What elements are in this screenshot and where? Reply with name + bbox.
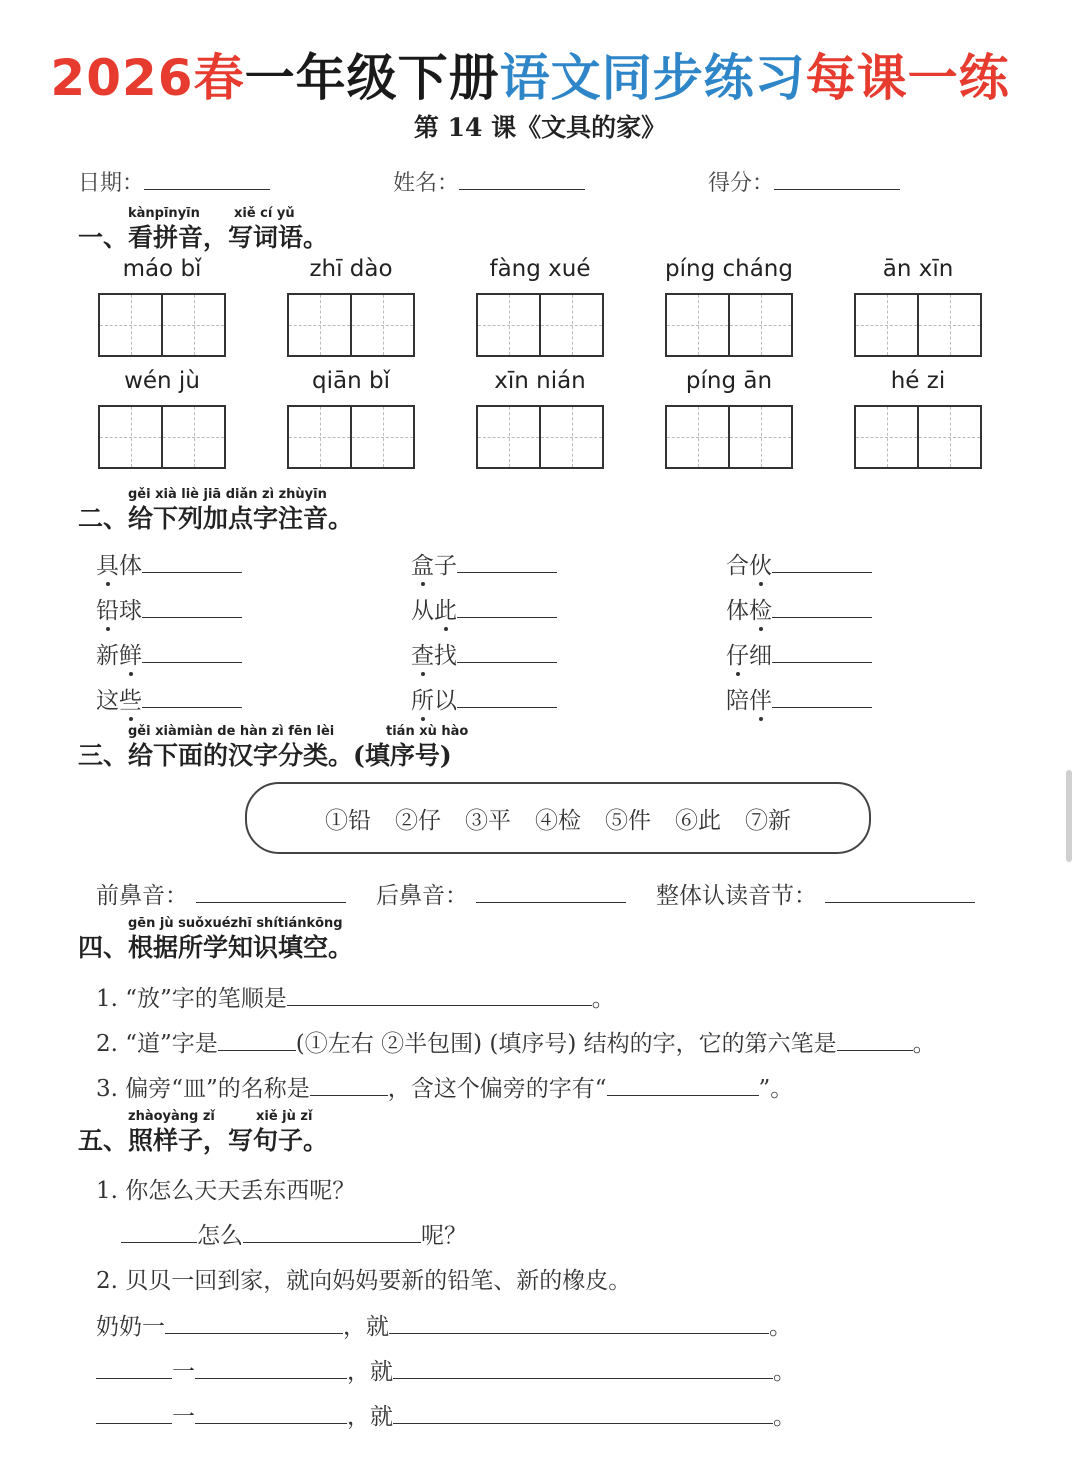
section5-number: 五、	[78, 1126, 129, 1155]
dotted-word-item	[96, 637, 242, 670]
dotted-word-item	[411, 547, 557, 580]
answer-blank[interactable]	[393, 1423, 773, 1424]
sentence-text: 。	[773, 1359, 796, 1385]
score-field[interactable]	[708, 166, 900, 197]
answer-blank[interactable]	[142, 707, 242, 708]
question-text: 。	[912, 1031, 936, 1057]
example-sentence-2: 2. 贝贝一回到家，就向妈妈要新的铅笔、新的橡皮。	[96, 1268, 632, 1294]
name-label: 姓名：	[393, 171, 460, 196]
answer-blank[interactable]	[457, 572, 557, 573]
title-part: 语文同步练习	[499, 49, 806, 107]
answer-blank[interactable]	[457, 617, 557, 618]
answer-blank[interactable]	[243, 1242, 421, 1243]
pinyin-label: wén jù	[124, 368, 200, 394]
answer-blank[interactable]	[607, 1095, 759, 1096]
tianzige-box[interactable]	[98, 405, 226, 469]
answer-blank[interactable]	[457, 662, 557, 663]
dotted-word-item	[411, 682, 557, 715]
sentence-text: ，就	[347, 1404, 393, 1430]
question-text: 2. “道”字是	[96, 1031, 218, 1057]
section1-heading	[78, 218, 328, 254]
category-whole-syllable	[656, 877, 975, 910]
char-option: ①铅	[325, 807, 371, 834]
answer-blank[interactable]	[476, 902, 626, 903]
char-option: ④检	[535, 807, 581, 834]
word-text: 仔细	[726, 643, 772, 669]
section2-heading	[78, 499, 353, 535]
section1-ruby-b: xiě cí yǔ	[234, 206, 295, 221]
word-text: 查找	[411, 643, 457, 669]
dotted-word-item	[96, 592, 242, 625]
title-part: 每课一练	[805, 49, 1010, 107]
answer-blank[interactable]	[218, 1050, 296, 1051]
question-text: 3. 偏旁“皿”的名称是	[96, 1076, 310, 1102]
word-text: 新鲜	[96, 643, 142, 669]
word-text: 铅球	[96, 598, 142, 624]
name-field[interactable]	[393, 166, 585, 197]
section4-heading	[78, 928, 353, 964]
answer-blank[interactable]	[196, 902, 346, 903]
answer-blank[interactable]	[195, 1378, 347, 1379]
word-text: 这些	[96, 688, 142, 714]
word-text: 从此	[411, 598, 457, 624]
sentence-text: 一	[172, 1404, 195, 1430]
answer-blank[interactable]	[142, 572, 242, 573]
tianzige-box[interactable]	[854, 293, 982, 357]
char-option: ⑤件	[605, 807, 651, 834]
word-text: 具体	[96, 553, 142, 579]
section3-ruby-b: tián xù hào	[386, 724, 469, 739]
score-label: 得分：	[708, 171, 775, 196]
section4-ruby: gēn jù suǒxuézhī shítiánkōng	[128, 916, 343, 931]
pinyin-label: hé zi	[890, 368, 946, 394]
lesson-subtitle: 第 14 课《文具的家》	[413, 113, 667, 142]
category-back-nasal	[376, 877, 626, 910]
char-option: ③平	[465, 807, 511, 834]
fill-sentence-2-line	[96, 1353, 796, 1386]
tianzige-box[interactable]	[476, 405, 604, 469]
pinyin-label: xīn nián	[494, 368, 586, 394]
tianzige-box[interactable]	[98, 293, 226, 357]
section3-number: 三、	[78, 741, 129, 770]
question-text: 1. “放”字的笔顺是	[96, 986, 287, 1012]
pinyin-label: píng cháng	[665, 256, 793, 282]
section2-number: 二、	[78, 504, 129, 533]
section3-title: 给下面的汉字分类。(填序号)	[128, 741, 452, 770]
name-blank[interactable]	[459, 189, 585, 190]
answer-blank[interactable]	[772, 662, 872, 663]
word-text: 盒子	[411, 553, 457, 579]
title-part: 一年级下册	[244, 49, 500, 107]
date-field[interactable]	[78, 166, 270, 197]
answer-blank[interactable]	[142, 662, 242, 663]
answer-blank[interactable]	[772, 617, 872, 618]
sentence-text: ，就	[343, 1314, 389, 1340]
answer-blank[interactable]	[457, 707, 557, 708]
sentence-text: 。	[769, 1314, 792, 1340]
section5-ruby-b: xiě jù zǐ	[256, 1109, 313, 1124]
char-option: ⑦新	[745, 807, 791, 834]
question-4-3	[96, 1070, 793, 1103]
pinyin-label: máo bǐ	[122, 256, 202, 282]
dotted-word-item	[726, 547, 872, 580]
tianzige-box[interactable]	[287, 293, 415, 357]
category-label: 整体认读音节：	[656, 883, 817, 909]
fill-sentence-2-line	[96, 1398, 796, 1431]
section4-title: 根据所学知识填空。	[128, 933, 354, 962]
pinyin-label: ān xīn	[882, 256, 954, 282]
question-text: ，含这个偏旁的字有“	[387, 1076, 607, 1102]
question-4-2	[96, 1025, 936, 1058]
answer-blank[interactable]	[165, 1333, 343, 1334]
character-options-box	[245, 782, 871, 854]
section1-title: 看拼音，写词语。	[128, 223, 329, 252]
answer-blank[interactable]	[837, 1050, 913, 1051]
section3-heading	[78, 736, 452, 772]
answer-blank[interactable]	[389, 1333, 769, 1334]
section5-title: 照样子，写句子。	[128, 1126, 329, 1155]
section5-ruby-a: zhàoyàng zǐ	[128, 1109, 215, 1124]
answer-blank[interactable]	[310, 1095, 388, 1096]
tianzige-box[interactable]	[476, 293, 604, 357]
category-label: 后鼻音：	[376, 883, 468, 909]
question-text: 。	[591, 986, 615, 1012]
sentence-text: 一	[172, 1359, 195, 1385]
answer-blank[interactable]	[772, 572, 872, 573]
dotted-word-item	[411, 637, 557, 670]
category-front-nasal	[96, 877, 346, 910]
scrollbar-thumb[interactable]	[1066, 770, 1072, 862]
tianzige-box[interactable]	[854, 405, 982, 469]
answer-blank[interactable]	[287, 1005, 592, 1006]
question-text: ”。	[758, 1076, 794, 1102]
answer-blank[interactable]	[142, 617, 242, 618]
sentence-text: 怎么	[197, 1223, 243, 1249]
date-blank[interactable]	[144, 189, 270, 190]
section4-number: 四、	[78, 933, 129, 962]
pinyin-label: zhī dào	[309, 256, 393, 282]
section3-ruby-a: gěi xiàmiàn de hàn zì fēn lèi	[128, 724, 335, 739]
tianzige-box[interactable]	[287, 405, 415, 469]
section1-number: 一、	[78, 223, 129, 252]
sentence-text: 奶奶一	[96, 1314, 165, 1340]
char-option: ②仔	[395, 807, 441, 834]
answer-blank[interactable]	[96, 1378, 172, 1379]
dotted-word-item	[411, 592, 557, 625]
word-text: 所以	[411, 688, 457, 714]
tianzige-box[interactable]	[665, 405, 793, 469]
score-blank[interactable]	[774, 189, 900, 190]
fill-sentence-2-line	[96, 1308, 792, 1341]
answer-blank[interactable]	[96, 1423, 172, 1424]
example-sentence-1: 1. 你怎么天天丢东西呢？	[96, 1178, 356, 1204]
dotted-word-item	[726, 682, 872, 715]
answer-blank[interactable]	[121, 1242, 197, 1243]
dotted-word-item	[96, 682, 242, 715]
pinyin-label: fàng xué	[489, 256, 591, 282]
answer-blank[interactable]	[195, 1423, 347, 1424]
dotted-word-item	[726, 592, 872, 625]
fill-sentence-1	[121, 1217, 467, 1250]
answer-blank[interactable]	[772, 707, 872, 708]
sentence-text: ，就	[347, 1359, 393, 1385]
tianzige-box[interactable]	[665, 293, 793, 357]
date-label: 日期：	[78, 171, 145, 196]
title-part: 2026春	[50, 49, 245, 107]
word-text: 陪伴	[726, 688, 772, 714]
question-4-1	[96, 980, 615, 1013]
dotted-word-item	[726, 637, 872, 670]
word-text: 合伙	[726, 553, 772, 579]
answer-blank[interactable]	[825, 902, 975, 903]
section2-ruby: gěi xià liè jiā diǎn zì zhùyīn	[128, 487, 327, 502]
worksheet-title	[0, 38, 1060, 110]
sentence-text: 。	[773, 1404, 796, 1430]
word-text: 体检	[726, 598, 772, 624]
pinyin-label: píng ān	[685, 368, 773, 394]
category-label: 前鼻音：	[96, 883, 188, 909]
section2-title: 给下列加点字注音。	[128, 504, 354, 533]
section1-ruby-a: kànpīnyīn	[128, 206, 200, 221]
char-option: ⑥此	[675, 807, 721, 834]
answer-blank[interactable]	[393, 1378, 773, 1379]
question-text: (①左右 ②半包围) (填序号) 结构的字，它的第六笔是	[295, 1031, 837, 1057]
sentence-text: 呢？	[421, 1223, 467, 1249]
pinyin-label: qiān bǐ	[312, 368, 390, 394]
dotted-word-item	[96, 547, 242, 580]
section5-heading	[78, 1121, 328, 1157]
